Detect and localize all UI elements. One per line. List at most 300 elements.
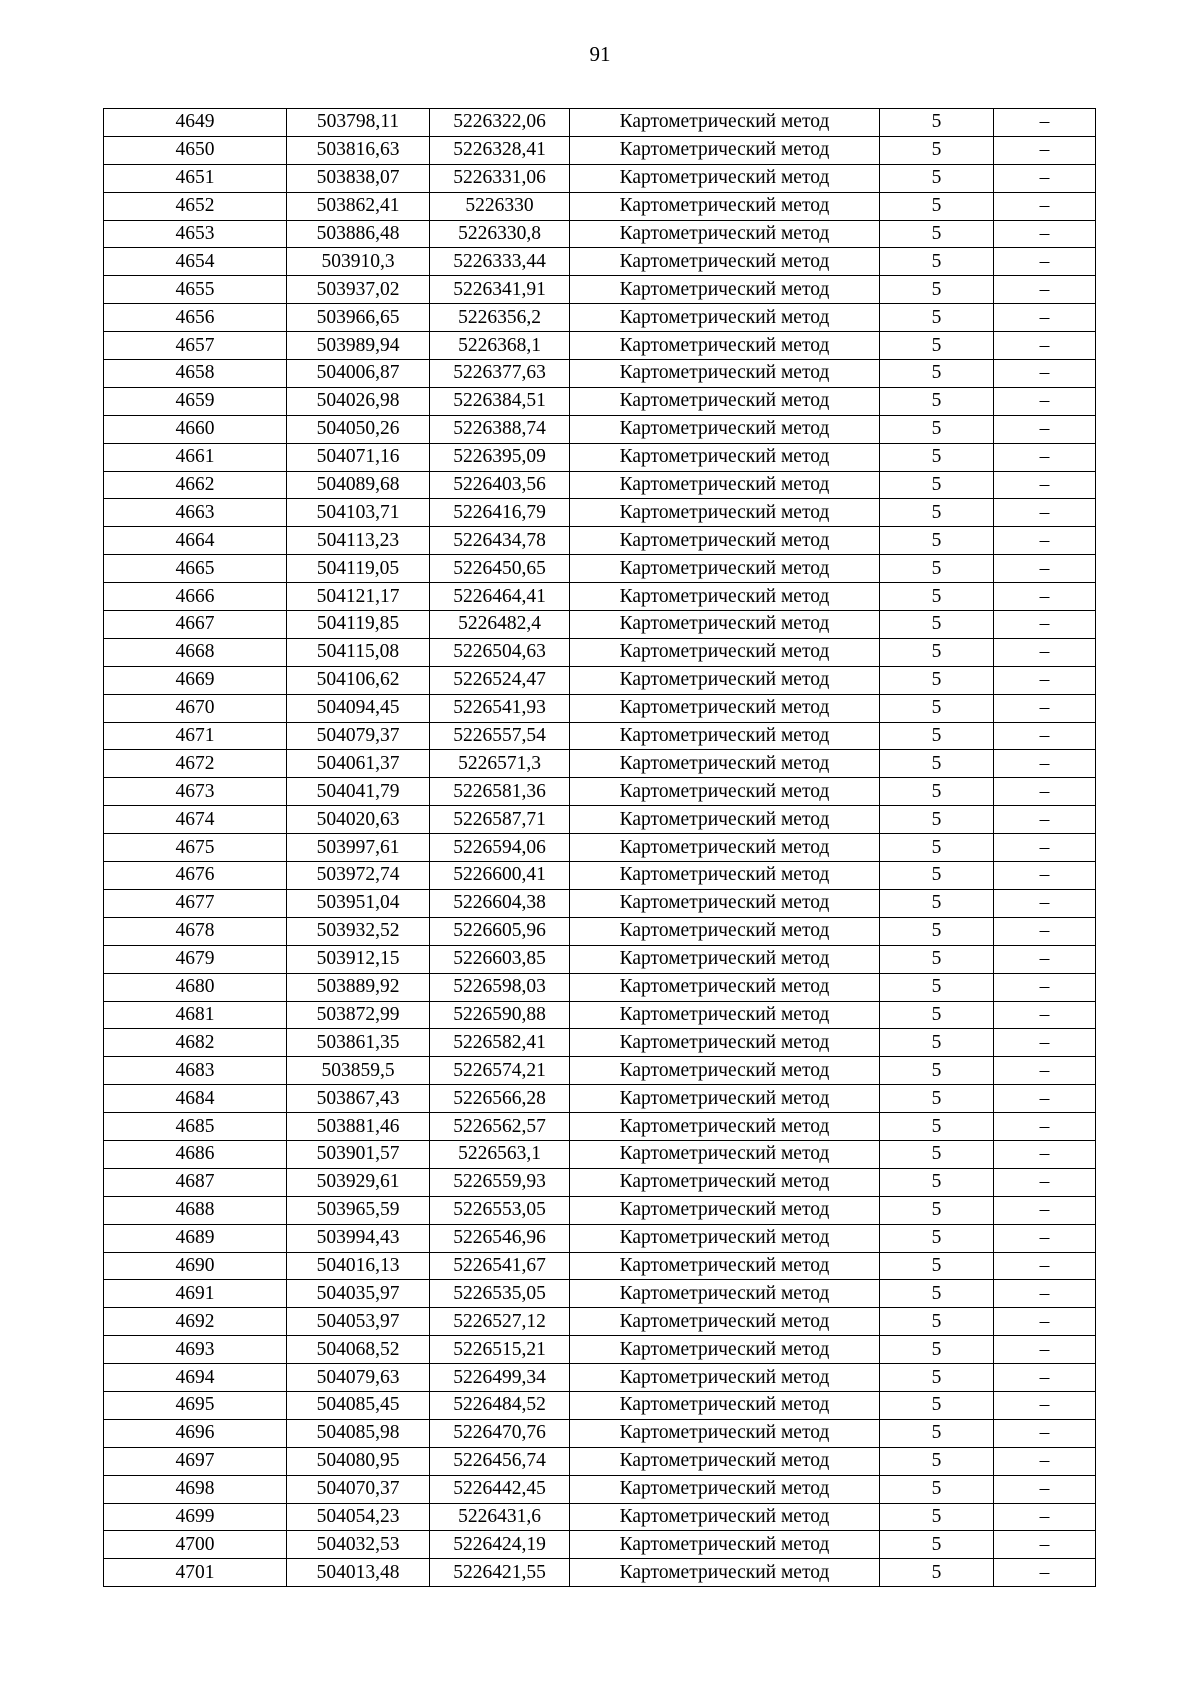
y-coordinate-cell: 5226600,41 — [430, 862, 570, 890]
table-row — [104, 248, 1096, 276]
method-cell: Картометрический метод — [570, 778, 880, 806]
table-row — [104, 471, 1096, 499]
table-row — [104, 1531, 1096, 1559]
y-coordinate-cell: 5226330,8 — [430, 220, 570, 248]
method-cell: Картометрический метод — [570, 806, 880, 834]
accuracy-cell: 5 — [880, 109, 994, 137]
method-cell: Картометрический метод — [570, 1224, 880, 1252]
method-cell: Картометрический метод — [570, 1364, 880, 1392]
x-coordinate-cell: 503932,52 — [287, 917, 430, 945]
y-coordinate-cell: 5226605,96 — [430, 917, 570, 945]
table-row — [104, 945, 1096, 973]
x-coordinate-cell: 504054,23 — [287, 1503, 430, 1531]
accuracy-cell: 5 — [880, 443, 994, 471]
method-cell: Картометрический метод — [570, 360, 880, 388]
table-row — [104, 415, 1096, 443]
x-coordinate-cell: 504013,48 — [287, 1559, 430, 1587]
point-number-cell: 4682 — [104, 1029, 287, 1057]
point-number-cell: 4698 — [104, 1475, 287, 1503]
note-cell: – — [994, 722, 1096, 750]
accuracy-cell: 5 — [880, 220, 994, 248]
x-coordinate-cell: 503966,65 — [287, 304, 430, 332]
accuracy-cell: 5 — [880, 917, 994, 945]
accuracy-cell: 5 — [880, 1559, 994, 1587]
note-cell: – — [994, 387, 1096, 415]
table-row — [104, 666, 1096, 694]
y-coordinate-cell: 5226541,93 — [430, 694, 570, 722]
note-cell: – — [994, 1503, 1096, 1531]
x-coordinate-cell: 504115,08 — [287, 638, 430, 666]
point-number-cell: 4681 — [104, 1001, 287, 1029]
method-cell: Картометрический метод — [570, 304, 880, 332]
accuracy-cell: 5 — [880, 555, 994, 583]
method-cell: Картометрический метод — [570, 387, 880, 415]
x-coordinate-cell: 503989,94 — [287, 332, 430, 360]
table-row — [104, 555, 1096, 583]
note-cell: – — [994, 1057, 1096, 1085]
note-cell: – — [994, 666, 1096, 694]
point-number-cell: 4666 — [104, 583, 287, 611]
table-row — [104, 889, 1096, 917]
point-number-cell: 4674 — [104, 806, 287, 834]
point-number-cell: 4687 — [104, 1168, 287, 1196]
table-row — [104, 583, 1096, 611]
table-row — [104, 722, 1096, 750]
table-row — [104, 443, 1096, 471]
note-cell: – — [994, 136, 1096, 164]
accuracy-cell: 5 — [880, 332, 994, 360]
table-row — [104, 1252, 1096, 1280]
accuracy-cell: 5 — [880, 889, 994, 917]
note-cell: – — [994, 1364, 1096, 1392]
point-number-cell: 4673 — [104, 778, 287, 806]
table-row — [104, 917, 1096, 945]
point-number-cell: 4670 — [104, 694, 287, 722]
table-row — [104, 1447, 1096, 1475]
table-row — [104, 1503, 1096, 1531]
y-coordinate-cell: 5226594,06 — [430, 834, 570, 862]
point-number-cell: 4677 — [104, 889, 287, 917]
table-row — [104, 638, 1096, 666]
table-row — [104, 973, 1096, 1001]
accuracy-cell: 5 — [880, 1419, 994, 1447]
y-coordinate-cell: 5226566,28 — [430, 1085, 570, 1113]
note-cell: – — [994, 917, 1096, 945]
accuracy-cell: 5 — [880, 1280, 994, 1308]
point-number-cell: 4691 — [104, 1280, 287, 1308]
method-cell: Картометрический метод — [570, 1085, 880, 1113]
method-cell: Картометрический метод — [570, 750, 880, 778]
accuracy-cell: 5 — [880, 834, 994, 862]
method-cell: Картометрический метод — [570, 1168, 880, 1196]
accuracy-cell: 5 — [880, 1001, 994, 1029]
accuracy-cell: 5 — [880, 136, 994, 164]
method-cell: Картометрический метод — [570, 1057, 880, 1085]
method-cell: Картометрический метод — [570, 332, 880, 360]
accuracy-cell: 5 — [880, 1336, 994, 1364]
x-coordinate-cell: 504085,98 — [287, 1419, 430, 1447]
point-number-cell: 4668 — [104, 638, 287, 666]
y-coordinate-cell: 5226546,96 — [430, 1224, 570, 1252]
table-row — [104, 1057, 1096, 1085]
method-cell: Картометрический метод — [570, 1475, 880, 1503]
x-coordinate-cell: 504094,45 — [287, 694, 430, 722]
method-cell: Картометрический метод — [570, 1391, 880, 1419]
method-cell: Картометрический метод — [570, 1252, 880, 1280]
note-cell: – — [994, 471, 1096, 499]
y-coordinate-cell: 5226456,74 — [430, 1447, 570, 1475]
note-cell: – — [994, 806, 1096, 834]
point-number-cell: 4699 — [104, 1503, 287, 1531]
accuracy-cell: 5 — [880, 778, 994, 806]
point-number-cell: 4653 — [104, 220, 287, 248]
x-coordinate-cell: 504106,62 — [287, 666, 430, 694]
method-cell: Картометрический метод — [570, 1531, 880, 1559]
x-coordinate-cell: 504006,87 — [287, 360, 430, 388]
method-cell: Картометрический метод — [570, 415, 880, 443]
x-coordinate-cell: 503816,63 — [287, 136, 430, 164]
point-number-cell: 4667 — [104, 611, 287, 639]
y-coordinate-cell: 5226333,44 — [430, 248, 570, 276]
x-coordinate-cell: 503881,46 — [287, 1113, 430, 1141]
accuracy-cell: 5 — [880, 499, 994, 527]
y-coordinate-cell: 5226482,4 — [430, 611, 570, 639]
y-coordinate-cell: 5226604,38 — [430, 889, 570, 917]
accuracy-cell: 5 — [880, 1168, 994, 1196]
point-number-cell: 4655 — [104, 276, 287, 304]
y-coordinate-cell: 5226434,78 — [430, 527, 570, 555]
accuracy-cell: 5 — [880, 611, 994, 639]
table-row — [104, 862, 1096, 890]
accuracy-cell: 5 — [880, 248, 994, 276]
accuracy-cell: 5 — [880, 387, 994, 415]
accuracy-cell: 5 — [880, 1391, 994, 1419]
note-cell: – — [994, 164, 1096, 192]
table-row — [104, 1308, 1096, 1336]
y-coordinate-cell: 5226424,19 — [430, 1531, 570, 1559]
y-coordinate-cell: 5226590,88 — [430, 1001, 570, 1029]
method-cell: Картометрический метод — [570, 109, 880, 137]
point-number-cell: 4672 — [104, 750, 287, 778]
point-number-cell: 4694 — [104, 1364, 287, 1392]
x-coordinate-cell: 503951,04 — [287, 889, 430, 917]
x-coordinate-cell: 504032,53 — [287, 1531, 430, 1559]
point-number-cell: 4671 — [104, 722, 287, 750]
table-row — [104, 1364, 1096, 1392]
y-coordinate-cell: 5226571,3 — [430, 750, 570, 778]
point-number-cell: 4676 — [104, 862, 287, 890]
note-cell: – — [994, 862, 1096, 890]
point-number-cell: 4690 — [104, 1252, 287, 1280]
y-coordinate-cell: 5226581,36 — [430, 778, 570, 806]
table-row — [104, 1029, 1096, 1057]
y-coordinate-cell: 5226582,41 — [430, 1029, 570, 1057]
table-row — [104, 220, 1096, 248]
method-cell: Картометрический метод — [570, 1447, 880, 1475]
point-number-cell: 4658 — [104, 360, 287, 388]
accuracy-cell: 5 — [880, 1364, 994, 1392]
y-coordinate-cell: 5226421,55 — [430, 1559, 570, 1587]
x-coordinate-cell: 503901,57 — [287, 1140, 430, 1168]
method-cell: Картометрический метод — [570, 1029, 880, 1057]
x-coordinate-cell: 503886,48 — [287, 220, 430, 248]
y-coordinate-cell: 5226341,91 — [430, 276, 570, 304]
y-coordinate-cell: 5226431,6 — [430, 1503, 570, 1531]
x-coordinate-cell: 504070,37 — [287, 1475, 430, 1503]
note-cell: – — [994, 276, 1096, 304]
y-coordinate-cell: 5226527,12 — [430, 1308, 570, 1336]
table-row — [104, 304, 1096, 332]
y-coordinate-cell: 5226603,85 — [430, 945, 570, 973]
table-row — [104, 778, 1096, 806]
accuracy-cell: 5 — [880, 527, 994, 555]
point-number-cell: 4662 — [104, 471, 287, 499]
point-number-cell: 4652 — [104, 192, 287, 220]
y-coordinate-cell: 5226464,41 — [430, 583, 570, 611]
method-cell: Картометрический метод — [570, 1280, 880, 1308]
x-coordinate-cell: 503867,43 — [287, 1085, 430, 1113]
note-cell: – — [994, 1140, 1096, 1168]
method-cell: Картометрический метод — [570, 583, 880, 611]
method-cell: Картометрический метод — [570, 722, 880, 750]
method-cell: Картометрический метод — [570, 276, 880, 304]
x-coordinate-cell: 504103,71 — [287, 499, 430, 527]
note-cell: – — [994, 1336, 1096, 1364]
x-coordinate-cell: 503997,61 — [287, 834, 430, 862]
accuracy-cell: 5 — [880, 1447, 994, 1475]
accuracy-cell: 5 — [880, 1140, 994, 1168]
note-cell: – — [994, 192, 1096, 220]
y-coordinate-cell: 5226384,51 — [430, 387, 570, 415]
page-number: 91 — [589, 42, 611, 66]
method-cell: Картометрический метод — [570, 1503, 880, 1531]
y-coordinate-cell: 5226598,03 — [430, 973, 570, 1001]
table-row — [104, 1140, 1096, 1168]
note-cell: – — [994, 527, 1096, 555]
accuracy-cell: 5 — [880, 1085, 994, 1113]
point-number-cell: 4689 — [104, 1224, 287, 1252]
accuracy-cell: 5 — [880, 583, 994, 611]
note-cell: – — [994, 750, 1096, 778]
point-number-cell: 4650 — [104, 136, 287, 164]
y-coordinate-cell: 5226574,21 — [430, 1057, 570, 1085]
accuracy-cell: 5 — [880, 276, 994, 304]
method-cell: Картометрический метод — [570, 1001, 880, 1029]
method-cell: Картометрический метод — [570, 1196, 880, 1224]
x-coordinate-cell: 504085,45 — [287, 1391, 430, 1419]
x-coordinate-cell: 503929,61 — [287, 1168, 430, 1196]
y-coordinate-cell: 5226416,79 — [430, 499, 570, 527]
method-cell: Картометрический метод — [570, 471, 880, 499]
accuracy-cell: 5 — [880, 722, 994, 750]
y-coordinate-cell: 5226535,05 — [430, 1280, 570, 1308]
method-cell: Картометрический метод — [570, 443, 880, 471]
table-row — [104, 192, 1096, 220]
point-number-cell: 4688 — [104, 1196, 287, 1224]
point-number-cell: 4683 — [104, 1057, 287, 1085]
note-cell: – — [994, 1168, 1096, 1196]
method-cell: Картометрический метод — [570, 973, 880, 1001]
point-number-cell: 4692 — [104, 1308, 287, 1336]
y-coordinate-cell: 5226388,74 — [430, 415, 570, 443]
x-coordinate-cell: 504121,17 — [287, 583, 430, 611]
table-row — [104, 1475, 1096, 1503]
x-coordinate-cell: 503872,99 — [287, 1001, 430, 1029]
x-coordinate-cell: 504113,23 — [287, 527, 430, 555]
accuracy-cell: 5 — [880, 1196, 994, 1224]
y-coordinate-cell: 5226395,09 — [430, 443, 570, 471]
point-number-cell: 4696 — [104, 1419, 287, 1447]
accuracy-cell: 5 — [880, 862, 994, 890]
note-cell: – — [994, 1475, 1096, 1503]
x-coordinate-cell: 504079,63 — [287, 1364, 430, 1392]
note-cell: – — [994, 1419, 1096, 1447]
x-coordinate-cell: 504026,98 — [287, 387, 430, 415]
y-coordinate-cell: 5226562,57 — [430, 1113, 570, 1141]
note-cell: – — [994, 638, 1096, 666]
table-row — [104, 276, 1096, 304]
x-coordinate-cell: 504053,97 — [287, 1308, 430, 1336]
table-row — [104, 164, 1096, 192]
y-coordinate-cell: 5226330 — [430, 192, 570, 220]
coordinates-table — [103, 108, 1096, 1587]
table-row — [104, 694, 1096, 722]
point-number-cell: 4700 — [104, 1531, 287, 1559]
x-coordinate-cell: 503994,43 — [287, 1224, 430, 1252]
point-number-cell: 4686 — [104, 1140, 287, 1168]
y-coordinate-cell: 5226557,54 — [430, 722, 570, 750]
method-cell: Картометрический метод — [570, 945, 880, 973]
note-cell: – — [994, 1085, 1096, 1113]
note-cell: – — [994, 611, 1096, 639]
accuracy-cell: 5 — [880, 415, 994, 443]
accuracy-cell: 5 — [880, 1252, 994, 1280]
table-row — [104, 1391, 1096, 1419]
table-row — [104, 499, 1096, 527]
table-row — [104, 1168, 1096, 1196]
table-row — [104, 834, 1096, 862]
accuracy-cell: 5 — [880, 360, 994, 388]
note-cell: – — [994, 973, 1096, 1001]
y-coordinate-cell: 5226328,41 — [430, 136, 570, 164]
y-coordinate-cell: 5226587,71 — [430, 806, 570, 834]
table-row — [104, 1085, 1096, 1113]
x-coordinate-cell: 504016,13 — [287, 1252, 430, 1280]
x-coordinate-cell: 503859,5 — [287, 1057, 430, 1085]
note-cell: – — [994, 1029, 1096, 1057]
note-cell: – — [994, 834, 1096, 862]
y-coordinate-cell: 5226524,47 — [430, 666, 570, 694]
y-coordinate-cell: 5226559,93 — [430, 1168, 570, 1196]
note-cell: – — [994, 360, 1096, 388]
accuracy-cell: 5 — [880, 806, 994, 834]
table-row — [104, 527, 1096, 555]
point-number-cell: 4663 — [104, 499, 287, 527]
note-cell: – — [994, 248, 1096, 276]
table-row — [104, 750, 1096, 778]
method-cell: Картометрический метод — [570, 889, 880, 917]
note-cell: – — [994, 499, 1096, 527]
y-coordinate-cell: 5226322,06 — [430, 109, 570, 137]
x-coordinate-cell: 503861,35 — [287, 1029, 430, 1057]
point-number-cell: 4684 — [104, 1085, 287, 1113]
table-row — [104, 1559, 1096, 1587]
coordinates-table-body — [104, 109, 1096, 1587]
accuracy-cell: 5 — [880, 973, 994, 1001]
point-number-cell: 4657 — [104, 332, 287, 360]
method-cell: Картометрический метод — [570, 1140, 880, 1168]
note-cell: – — [994, 1559, 1096, 1587]
point-number-cell: 4669 — [104, 666, 287, 694]
point-number-cell: 4659 — [104, 387, 287, 415]
y-coordinate-cell: 5226442,45 — [430, 1475, 570, 1503]
y-coordinate-cell: 5226499,34 — [430, 1364, 570, 1392]
note-cell: – — [994, 304, 1096, 332]
accuracy-cell: 5 — [880, 1308, 994, 1336]
point-number-cell: 4697 — [104, 1447, 287, 1475]
point-number-cell: 4678 — [104, 917, 287, 945]
y-coordinate-cell: 5226470,76 — [430, 1419, 570, 1447]
x-coordinate-cell: 503937,02 — [287, 276, 430, 304]
point-number-cell: 4679 — [104, 945, 287, 973]
table-row — [104, 1336, 1096, 1364]
x-coordinate-cell: 503798,11 — [287, 109, 430, 137]
note-cell: – — [994, 1280, 1096, 1308]
table-row — [104, 611, 1096, 639]
method-cell: Картометрический метод — [570, 917, 880, 945]
point-number-cell: 4654 — [104, 248, 287, 276]
y-coordinate-cell: 5226484,52 — [430, 1391, 570, 1419]
method-cell: Картометрический метод — [570, 555, 880, 583]
note-cell: – — [994, 332, 1096, 360]
method-cell: Картометрический метод — [570, 1336, 880, 1364]
table-row — [104, 332, 1096, 360]
note-cell: – — [994, 583, 1096, 611]
method-cell: Картометрический метод — [570, 1559, 880, 1587]
point-number-cell: 4693 — [104, 1336, 287, 1364]
x-coordinate-cell: 504061,37 — [287, 750, 430, 778]
method-cell: Картометрический метод — [570, 862, 880, 890]
note-cell: – — [994, 889, 1096, 917]
point-number-cell: 4664 — [104, 527, 287, 555]
table-row — [104, 360, 1096, 388]
method-cell: Картометрический метод — [570, 499, 880, 527]
accuracy-cell: 5 — [880, 304, 994, 332]
y-coordinate-cell: 5226553,05 — [430, 1196, 570, 1224]
y-coordinate-cell: 5226403,56 — [430, 471, 570, 499]
accuracy-cell: 5 — [880, 1531, 994, 1559]
method-cell: Картометрический метод — [570, 834, 880, 862]
point-number-cell: 4665 — [104, 555, 287, 583]
method-cell: Картометрический метод — [570, 248, 880, 276]
x-coordinate-cell: 504079,37 — [287, 722, 430, 750]
y-coordinate-cell: 5226450,65 — [430, 555, 570, 583]
y-coordinate-cell: 5226515,21 — [430, 1336, 570, 1364]
accuracy-cell: 5 — [880, 1029, 994, 1057]
table-row — [104, 1419, 1096, 1447]
y-coordinate-cell: 5226541,67 — [430, 1252, 570, 1280]
point-number-cell: 4660 — [104, 415, 287, 443]
method-cell: Картометрический метод — [570, 192, 880, 220]
accuracy-cell: 5 — [880, 164, 994, 192]
x-coordinate-cell: 504071,16 — [287, 443, 430, 471]
note-cell: – — [994, 1447, 1096, 1475]
y-coordinate-cell: 5226331,06 — [430, 164, 570, 192]
table-row — [104, 1224, 1096, 1252]
x-coordinate-cell: 504041,79 — [287, 778, 430, 806]
accuracy-cell: 5 — [880, 1113, 994, 1141]
accuracy-cell: 5 — [880, 750, 994, 778]
